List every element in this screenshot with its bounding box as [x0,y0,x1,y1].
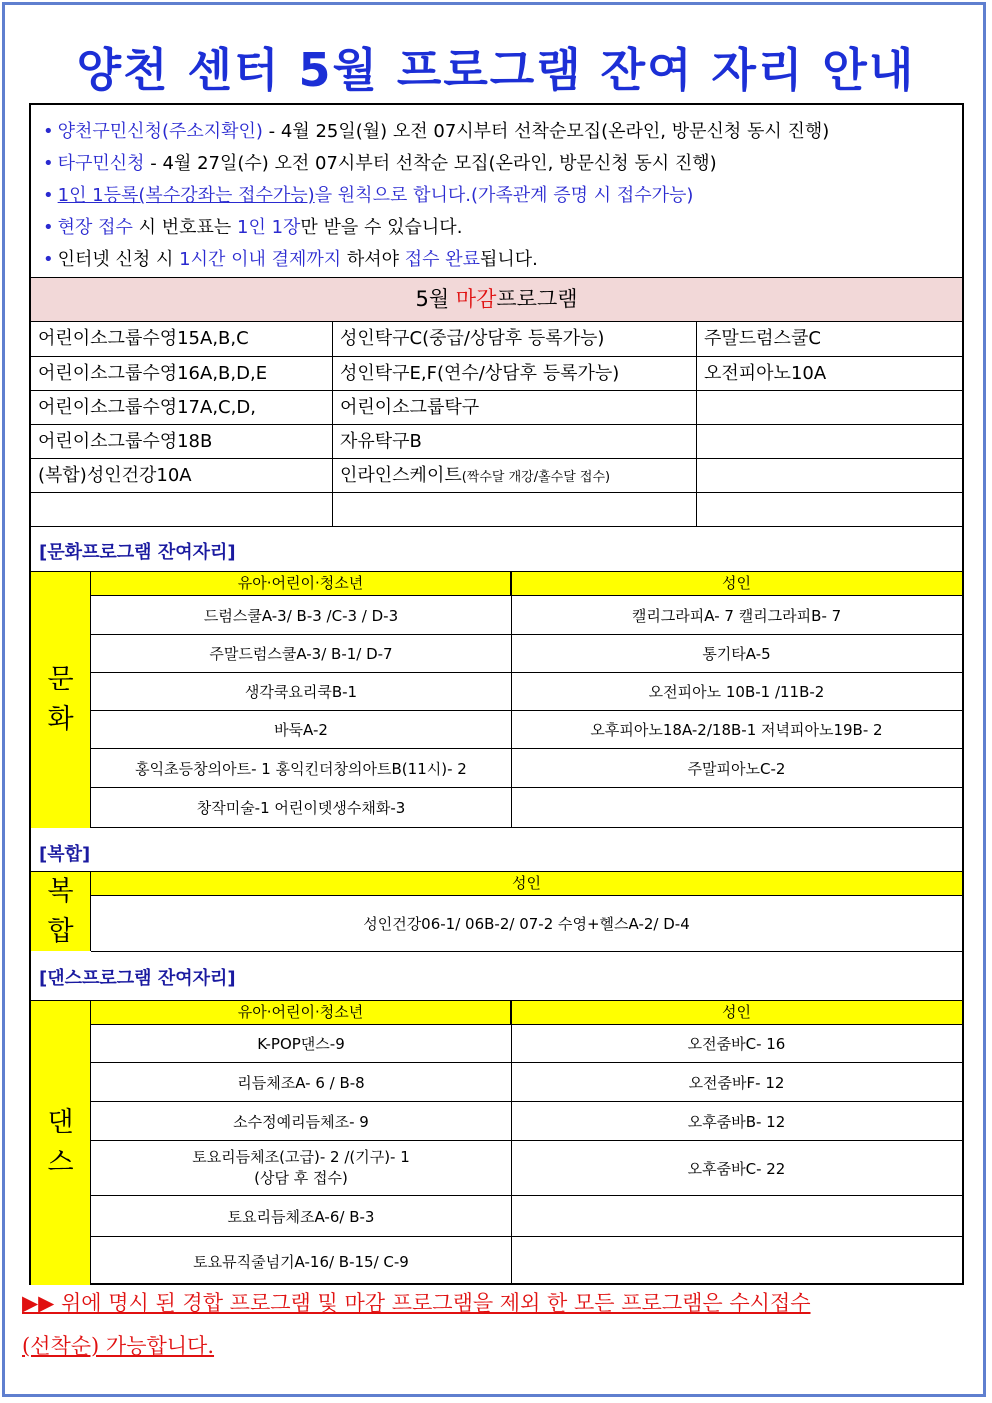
culture-adult-item: 오전피아노 10B-1 /11B-2 [511,673,962,711]
closed-item [697,459,962,493]
closed-item: 주말드럼스쿨C [697,322,962,357]
closed-item: 어린이소그룹수영15A,B,C [31,322,333,357]
closed-item: 성인탁구C(중급/상담후 등록가능) [333,322,697,357]
culture-adult-item: 주말피아노C-2 [511,749,962,788]
dance-youth-advanced: 토요리듬체조(고급)- 2 /(기구)- 1 [192,1148,410,1166]
closed-item [697,425,962,459]
dance-youth-item: 리듬체조A- 6 / B-8 [91,1063,511,1102]
culture-youth-item: 드럼스쿨A-3/ B-3 /C-3 / D-3 [91,596,511,635]
closed-inline-skate: 인라인스케이트 [340,465,462,486]
notice-line-2: • 타구민신청 - 4월 27일(수) 오전 07시부터 선착순 모집(온라인, 방문신청 동시 진행) [43,153,717,174]
page-title: 양천 센터 5월 프로그램 잔여 자리 안내 [76,43,916,97]
closed-header-closed: 마감 [455,287,497,311]
notice-onsite: 현장 접수 [57,217,133,238]
dance-adult-item: 오전줌바C- 16 [511,1025,962,1063]
dance-youth-item: 소수정예리듬체조- 9 [91,1102,511,1141]
dance-head-adult: 성인 [511,1001,962,1025]
complex-side-label [31,872,91,951]
footer-note-line-1: ▶▶ 위에 명시 된 경합 프로그램 및 마감 프로그램을 제외 한 모든 프로그램은 수시접수 [22,1291,811,1315]
culture-section-label: [문화프로그램 잔여자리] [39,542,236,563]
closed-item [697,391,962,425]
closed-item-inline [333,459,697,493]
culture-youth-item: 생각쿡요리쿡B-1 [91,673,511,711]
notice-line-1: • 양천구민신청(주소지확인) - 4월 25일(월) 오전 07시부터 선착순모집(온라인, 방문신청 동시 진행) [43,121,830,142]
culture-adult-item: 캘리그라피A- 7 캘리그라피B- 7 [511,596,962,635]
notice-payment-hour: 1시간 이내 결제까지 [179,249,342,270]
main-table [29,103,964,1285]
dance-adult-item: 오후줌바C- 22 [511,1141,962,1196]
closed-item: 성인탁구E,F(연수/상담후 등록가능) [333,357,697,391]
culture-side-label [31,572,91,828]
notice-yangcheon-schedule: - 4월 25일(월) 오전 07시부터 선착순모집(온라인, 방문신청 동시 진행) [262,121,830,142]
complex-section-label: [복합] [39,844,91,865]
culture-youth-item: 홍익초등창의아트- 1 홍익킨더창의아트B(11시)- 2 [91,749,511,788]
dance-section-label: [댄스프로그램 잔여자리] [39,968,236,989]
closed-item: 어린이소그룹수영18B [31,425,333,459]
notice-line-4: • 현장 접수 시 번호표는 1인 1장만 받을 수 있습니다. [43,217,463,238]
dance-youth-item: 토요뮤직줄넘기A-16/ B-15/ C-9 [193,1252,409,1271]
complex-side-text: 복합 [47,875,74,947]
notice-ticket-end: 만 받을 수 있습니다. [300,217,463,238]
notice-one-ticket: 1인 1장 [237,217,301,238]
closed-item: (복합)성인건강10A [31,459,333,493]
notice-box [31,105,962,278]
notice-complete: 접수 완료 [404,249,481,270]
notice-other-schedule: - 4월 27일(수) 오전 07시부터 선착순 모집(온라인, 방문신청 동시 진행) [144,153,717,174]
dance-youth-item: 토요리듬체조A-6/ B-3 [91,1196,511,1237]
dance-adult-item: 오후줌바B- 12 [511,1102,962,1141]
footer-note-line-2: (선착순) 가능합니다. [22,1334,215,1358]
dance-youth-item: K-POP댄스-9 [91,1025,511,1063]
culture-youth-item: 창작미술-1 어린이뎃생수채화-3 [91,788,511,828]
complex-head-adult: 성인 [91,872,962,896]
closed-item: 어린이소그룹탁구 [333,391,697,425]
closed-programs-header [31,278,962,322]
dance-side-label [31,1001,91,1285]
notice-yangcheon-residents: 양천구민신청(주소지확인) [57,121,263,142]
closed-item [31,493,333,527]
culture-youth-item: 바둑A-2 [91,711,511,749]
notice-other-residents: 타구민신청 [57,153,145,174]
divider [511,1001,512,1285]
closed-item [697,493,962,527]
culture-head-youth: 유아·어린이·청소년 [91,572,511,596]
dance-head-youth: 유아·어린이·청소년 [91,1001,511,1025]
culture-youth-item: 주말드럼스쿨A-3/ B-1/ D-7 [91,635,511,673]
dance-youth-consult-note: (상담 후 접수) [254,1169,348,1187]
closed-header-month: 5월 [415,287,456,311]
closed-item: 어린이소그룹수영17A,C,D, [31,391,333,425]
culture-adult-item [511,788,962,828]
complex-adult-item: 성인건강06-1/ 06B-2/ 07-2 수영+헬스A-2/ D-4 [91,896,962,952]
culture-adult-item: 통기타A-5 [511,635,962,673]
notice-line-3: • 1인 1등록(복수강좌는 접수가능)을 원칙으로 합니다.(가족관계 증명 시 접수가능) [43,185,694,206]
notice-principle: 을 원칙으로 합니다. [314,185,471,206]
closed-inline-skate-note: (짝수달 개강/홀수달 접수) [461,470,611,485]
closed-item: 어린이소그룹수영16A,B,D,E [31,357,333,391]
culture-side-text: 문화 [47,664,74,735]
divider [511,572,512,828]
closed-item: 자유탁구B [333,425,697,459]
culture-adult-item: 오후피아노18A-2/18B-1 저녁피아노19B- 2 [511,711,962,749]
closed-item [333,493,697,527]
dance-adult-item [511,1237,962,1285]
dance-adult-item [511,1196,962,1237]
notice-must: 하셔야 [341,249,405,270]
culture-head-adult: 성인 [511,572,962,596]
dance-adult-item: 오전줌바F- 12 [511,1063,962,1102]
notice-line-5: • 인터넷 신청 시 1시간 이내 결제까지 하셔야 접수 완료됩니다. [43,249,538,270]
closed-item: 오전피아노10A [697,357,962,391]
closed-header-program: 프로그램 [496,287,578,311]
notice-ticket-text: 시 번호표는 [132,217,238,238]
notice-end: 됩니다. [480,249,538,270]
dance-side-text: 댄스 [47,1107,74,1178]
notice-family-exception: (가족관계 증명 시 접수가능) [470,185,694,206]
notice-internet: 인터넷 신청 시 [57,249,180,270]
notice-one-registration: 1인 1등록(복수강좌는 접수가능) [57,185,315,206]
dance-youth-item-gymnastics [91,1141,511,1196]
